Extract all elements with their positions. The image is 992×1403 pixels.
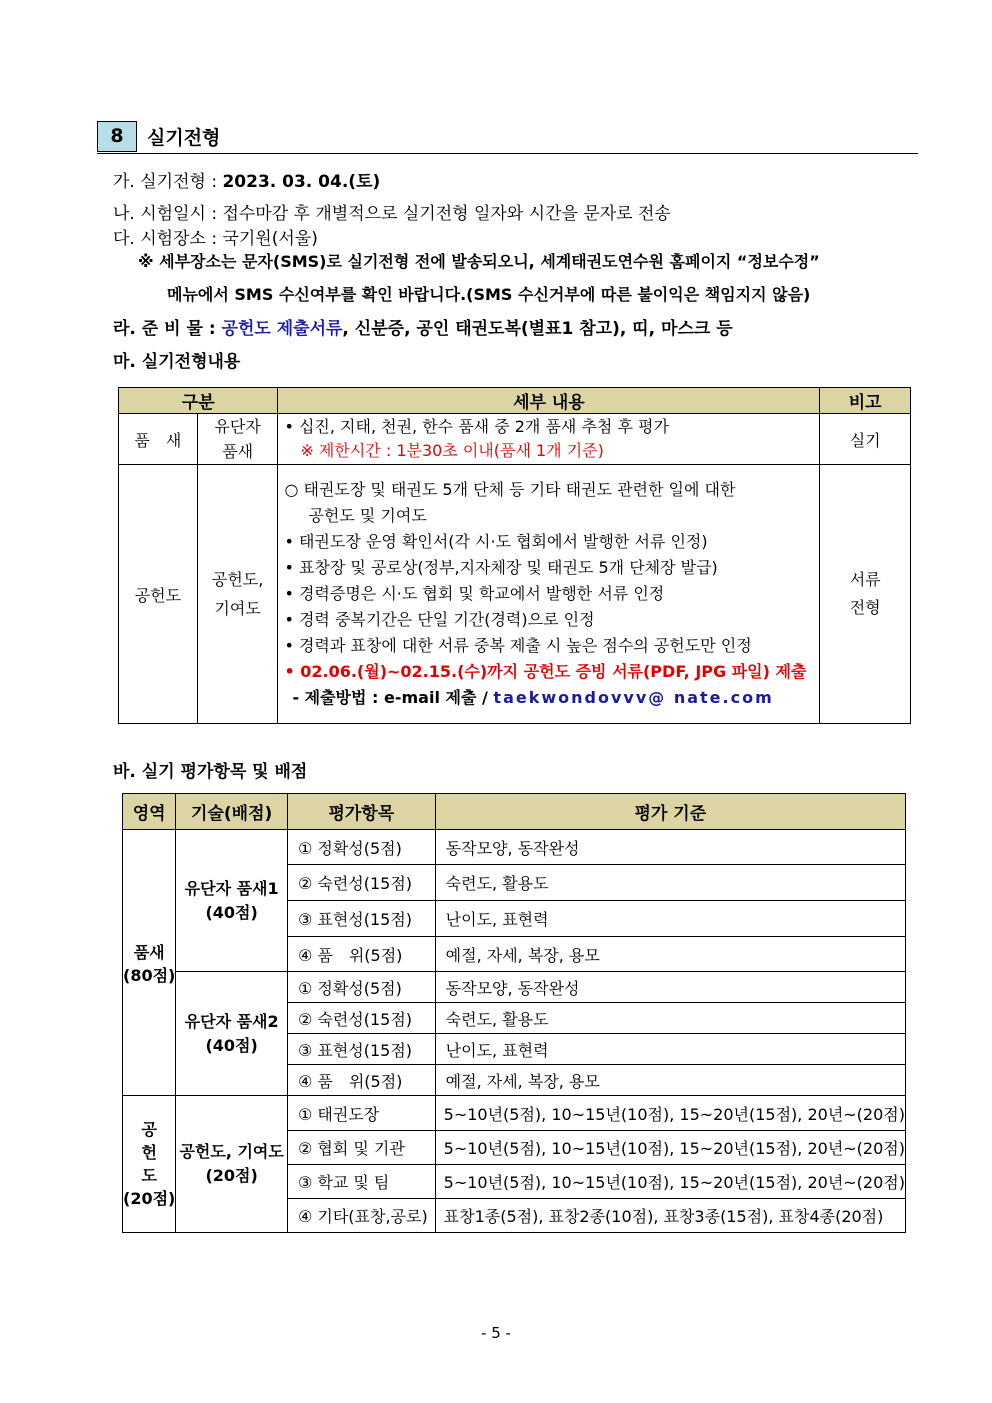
eval-criteria: 동작모양, 동작완성	[435, 972, 905, 1003]
row-contribution-detail	[278, 465, 820, 724]
area-contribution-line4: (20점)	[123, 1189, 176, 1208]
item-na: 나. 시험일시 : 접수마감 후 개별적으로 실기전형 일자와 시간을 문자로 전송	[113, 204, 671, 224]
area-contribution	[123, 1096, 176, 1233]
eval-criteria: 숙련도, 활용도	[435, 865, 905, 901]
item-ba: 바. 실기 평가항목 및 배점	[113, 762, 308, 782]
header-area: 영역	[123, 794, 176, 830]
row-poomsae	[119, 414, 911, 465]
row-contribution-sub	[197, 465, 278, 724]
email-address: taekwondovvv@ nate.com	[493, 688, 774, 707]
eval-criteria: 난이도, 표현력	[435, 1034, 905, 1065]
submission-method-label: - 제출방법 : e-mail 제출 /	[292, 688, 494, 707]
row-contribution-note	[820, 465, 911, 724]
area-poomsae-line1: 품새	[133, 942, 165, 962]
detail-line: • 경력과 표창에 대한 서류 중복 제출 시 높은 점수의 공헌도만 인정	[284, 636, 752, 655]
row-poomsae-sub-line1: 유단자	[214, 417, 261, 436]
row-contribution-category: 공헌도	[119, 465, 198, 724]
area-poomsae	[123, 830, 176, 1096]
row-contribution	[119, 465, 911, 724]
eval-item: ④ 품 위(5점)	[287, 937, 435, 972]
area-contribution-line1: 공	[141, 1120, 157, 1139]
item-ga-value: 2023. 03. 04.(토)	[222, 172, 381, 192]
skill-poomsae1-line1: 유단자 품새1	[184, 878, 279, 898]
table-row	[123, 830, 906, 865]
eval-criteria: 동작모양, 동작완성	[435, 830, 905, 865]
detail-line: • 경력 중복기간은 단일 기간(경력)으로 인정	[284, 610, 595, 629]
item-ra-rest: , 신분증, 공인 태권도복(별표1 참고), 띠, 마스크 등	[342, 319, 733, 339]
eval-item: ③ 표현성(15점)	[287, 1034, 435, 1065]
item-ra-highlight: 공헌도 제출서류	[221, 319, 343, 339]
row-contribution-note-line1: 서류	[849, 570, 881, 589]
item-ga-label: 가. 실기전형 :	[113, 172, 223, 192]
eval-item: ① 태권도장	[287, 1096, 435, 1131]
eval-criteria: 5~10년(5점), 10~15년(10점), 15~20년(15점), 20년~(20점)	[435, 1165, 905, 1199]
area-contribution-line3: 도	[141, 1166, 157, 1185]
eval-item: ④ 품 위(5점)	[287, 1065, 435, 1096]
detail-line: 공헌도 및 기여도	[308, 506, 427, 525]
scoring-table	[122, 793, 906, 1233]
eval-criteria: 5~10년(5점), 10~15년(10점), 15~20년(15점), 20년~(20점)	[435, 1131, 905, 1165]
time-limit-note: ※ 제한시간 : 1분30초 이내(품새 1개 기준)	[300, 441, 604, 460]
skill-poomsae2-line1: 유단자 품새2	[184, 1011, 279, 1031]
table-row	[123, 972, 906, 1003]
eval-item: ③ 표현성(15점)	[287, 901, 435, 937]
eval-item: ④ 기타(표창,공로)	[287, 1199, 435, 1233]
row-contribution-sub-line1: 공헌도,	[211, 570, 264, 589]
eval-criteria: 예절, 자세, 복장, 용모	[435, 1065, 905, 1096]
item-ma: 마. 실기전형내용	[113, 352, 241, 372]
section-title: 실기전형	[147, 127, 221, 149]
eval-item: ① 정확성(5점)	[287, 972, 435, 1003]
item-da: 다. 시험장소 : 국기원(서울)	[113, 229, 318, 249]
table-row	[123, 1096, 906, 1131]
eval-criteria: 표창1종(5점), 표창2종(10점), 표창3종(15점), 표창4종(20점)	[435, 1199, 905, 1233]
row-poomsae-category: 품 새	[119, 414, 198, 465]
row-poomsae-sub	[197, 414, 278, 465]
skill-contribution	[176, 1096, 288, 1233]
note-line1: ※ 세부장소는 문자(SMS)로 실기전형 전에 발송되오니, 세계태권도연수원 홈페이지 “정보수정”	[138, 252, 820, 271]
eval-item: ① 정확성(5점)	[287, 830, 435, 865]
detail-line: • 태권도장 운영 확인서(각 시·도 협회에서 발행한 서류 인정)	[284, 532, 708, 551]
skill-poomsae2	[176, 972, 288, 1096]
eval-item: ② 숙련성(15점)	[287, 865, 435, 901]
note-line2: 메뉴에서 SMS 수신여부를 확인 바랍니다.(SMS 수신거부에 따른 불이익은 책임지지 않음)	[167, 285, 811, 304]
area-poomsae-line2: (80점)	[123, 965, 176, 985]
row-contribution-note-line2: 전형	[849, 598, 881, 617]
detail-line: • 십진, 지태, 천권, 한수 품새 중 2개 품새 추첨 후 평가	[284, 417, 669, 436]
deadline-line: • 02.06.(월)~02.15.(수)까지 공헌도 증빙 서류(PDF, JPG 파일) 제출	[284, 662, 807, 681]
row-poomsae-note: 실기	[820, 414, 911, 465]
row-poomsae-detail	[278, 414, 820, 465]
section-number: 8	[97, 121, 137, 152]
detail-line: ○ 태권도장 및 태권도 5개 단체 등 기타 태권도 관련한 일에 대한	[284, 480, 736, 499]
item-ra	[113, 314, 733, 339]
eval-criteria: 난이도, 표현력	[435, 901, 905, 937]
section-header	[97, 121, 918, 154]
item-ga	[113, 167, 380, 192]
exam-content-table	[118, 387, 911, 724]
skill-poomsae1	[176, 830, 288, 972]
header-skill: 기술(배점)	[176, 794, 288, 830]
header-note: 비고	[820, 388, 911, 414]
area-contribution-line2: 헌	[141, 1143, 157, 1162]
skill-poomsae2-line2: (40점)	[205, 1035, 258, 1055]
eval-item: ② 숙련성(15점)	[287, 1003, 435, 1034]
row-poomsae-sub-line2: 품새	[222, 442, 254, 461]
skill-contribution-line2: (20점)	[205, 1166, 258, 1185]
detail-line: • 표창장 및 공로상(정부,지자체장 및 태권도 5개 단체장 발급)	[284, 558, 718, 577]
submission-method	[278, 685, 819, 711]
header-item: 평가항목	[287, 794, 435, 830]
eval-item: ② 협회 및 기관	[287, 1131, 435, 1165]
eval-item: ③ 학교 및 팀	[287, 1165, 435, 1199]
eval-criteria: 예절, 자세, 복장, 용모	[435, 937, 905, 972]
eval-criteria: 숙련도, 활용도	[435, 1003, 905, 1034]
row-contribution-sub-line2: 기여도	[214, 599, 261, 618]
eval-criteria: 5~10년(5점), 10~15년(10점), 15~20년(15점), 20년~(20점)	[435, 1096, 905, 1131]
detail-line: • 경력증명은 시·도 협회 및 학교에서 발행한 서류 인정	[284, 584, 665, 603]
header-detail: 세부 내용	[278, 388, 820, 414]
skill-poomsae1-line2: (40점)	[205, 902, 258, 922]
page-number: - 5 -	[481, 1324, 511, 1342]
skill-contribution-line1: 공헌도, 기여도	[179, 1142, 284, 1161]
item-ra-label: 라. 준 비 물 :	[113, 319, 222, 339]
header-criteria: 평가 기준	[435, 794, 905, 830]
header-category: 구분	[119, 388, 278, 414]
